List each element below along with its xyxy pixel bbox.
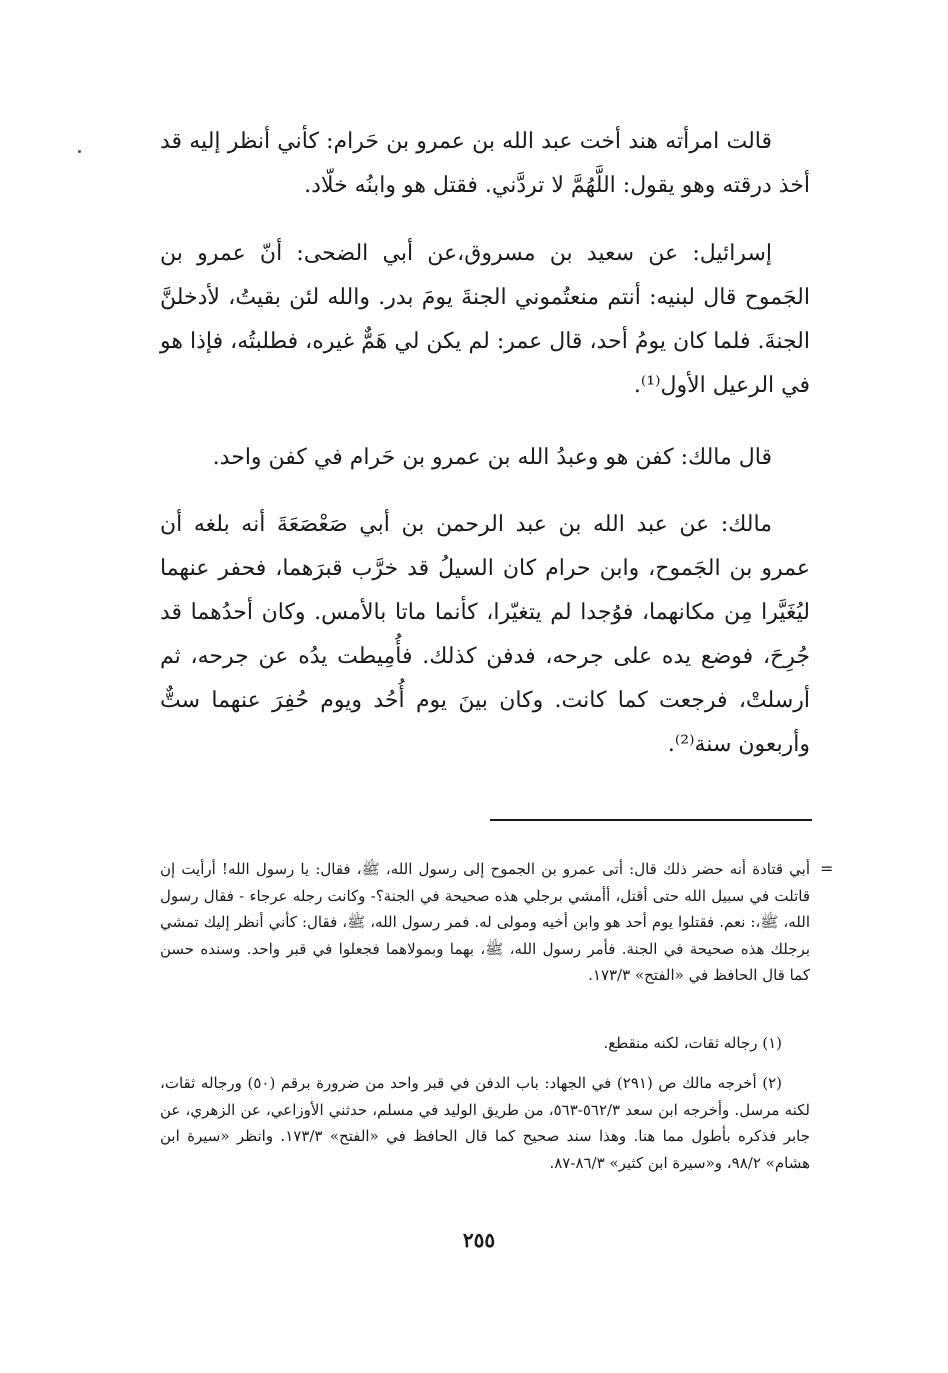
- main-paragraph-1: [160, 120, 810, 208]
- footnote-1: [160, 1030, 810, 1057]
- scan-speck: [78, 150, 81, 153]
- paragraph-text: قال مالك: كفن هو وعبدُ الله بن عمرو بن حَرام في كفن واحد.: [212, 445, 772, 470]
- main-paragraph-4: [160, 503, 810, 767]
- paragraph-text: إسرائيل: عن سعيد بن مسروق،عن أبي الضحى: أنّ عمرو بن الجَموح قال لبنيه: أنتم منعتُموني الجنةَ يومَ بدر. والله لئن بقيتُ، لأدخلنَّ الجنةَ. فلما كان يومُ أحد، قال عمر: لم يكن لي هَمٌّ غيره، فطلبتُه، فإذا هو في الرعيل الأول⁽¹⁾.: [160, 241, 810, 398]
- main-paragraph-3: [160, 436, 810, 480]
- paragraph-text: قالت امرأته هند أخت عبد الله بن عمرو بن حَرام: كأني أنظر إليه قد أخذ درقته وهو يقول: اللَّهُمَّ لا تردَّني. فقتل هو وابنُه خلّاد.: [160, 129, 810, 198]
- page-number: ٢٥٥: [462, 1228, 496, 1252]
- paragraph-text: مالك: عن عبد الله بن عبد الرحمن بن أبي صَعْصَعَةَ أنه بلغه أن عمرو بن الجَموح، وابن حرام كان السيلُ قد خرَّب قبرَهما، فحفر عنهما ليُغَيَّرا مِن مكانهما، فوُجدا لم يتغيّرا، كأنما ماتا بالأمس. وكان أحدُهما قد جُرِحَ، فوضع يده على جرحه، فدفن كذلك. فأُمِيطت يدُه عن جرحه، ثم أرسلتْ، فرجعت كما كانت. وكان بينَ يوم أُحُد ويوم حُفِرَ عنهما ستٌّ وأربعون سنة⁽²⁾.: [160, 512, 810, 757]
- footnote-text: (٢) أخرجه مالك ص (٢٩١) في الجهاد: باب الدفن في قبر واحد من ضرورة برقم (٥٠) ورجاله ثقات، لكنه مرسل. وأخرجه ابن سعد ٥٦٢/٣-٥٦٣، من طريق الوليد في مسلم، حدثني الأوزاعي، عن الزهري، عن جابر فذكره بأطول مما هنا. وهذا سند صحيح كما قال الحافظ في «الفتح» ١٧٣/٣. وانظر «سيرة ابن هشام» ٩٨/٢، و«سيرة ابن كثير» ٨٦/٣-٨٧.: [160, 1074, 810, 1172]
- footnote-continuation: [160, 856, 810, 989]
- footnote-text: أبي قتادة أنه حضر ذلك قال: أتى عمرو بن الجموح إلى رسول الله، ﷺ، فقال: يا رسول الله! أرأيت إن قاتلت في سبيل الله حتى أقتل، أأمشي برجلي هذه صحيحة في الجنة؟- وكانت رجله عرجاء - فقال رسول الله، ﷺ،: نعم. فقتلوا يوم أحد هو وابن أخيه ومولى له. فمر رسول الله، ﷺ، فقال: كأني أنظر إليك تمشي برجلك هذه صحيحة في الجنة. فأمر رسول الله، ﷺ، بهما وبمولاهما فجعلوا في قبر واحد. وسنده حسن كما قال الحافظ في «الفتح» ١٧٣/٣.: [160, 860, 810, 984]
- footnote-text: (١) رجاله ثقات، لكنه منقطع.: [603, 1034, 782, 1052]
- footnote-continuation-mark: =: [820, 859, 834, 878]
- main-paragraph-2: [160, 232, 810, 408]
- footnote-2: [160, 1070, 810, 1176]
- footnote-separator: [490, 819, 812, 821]
